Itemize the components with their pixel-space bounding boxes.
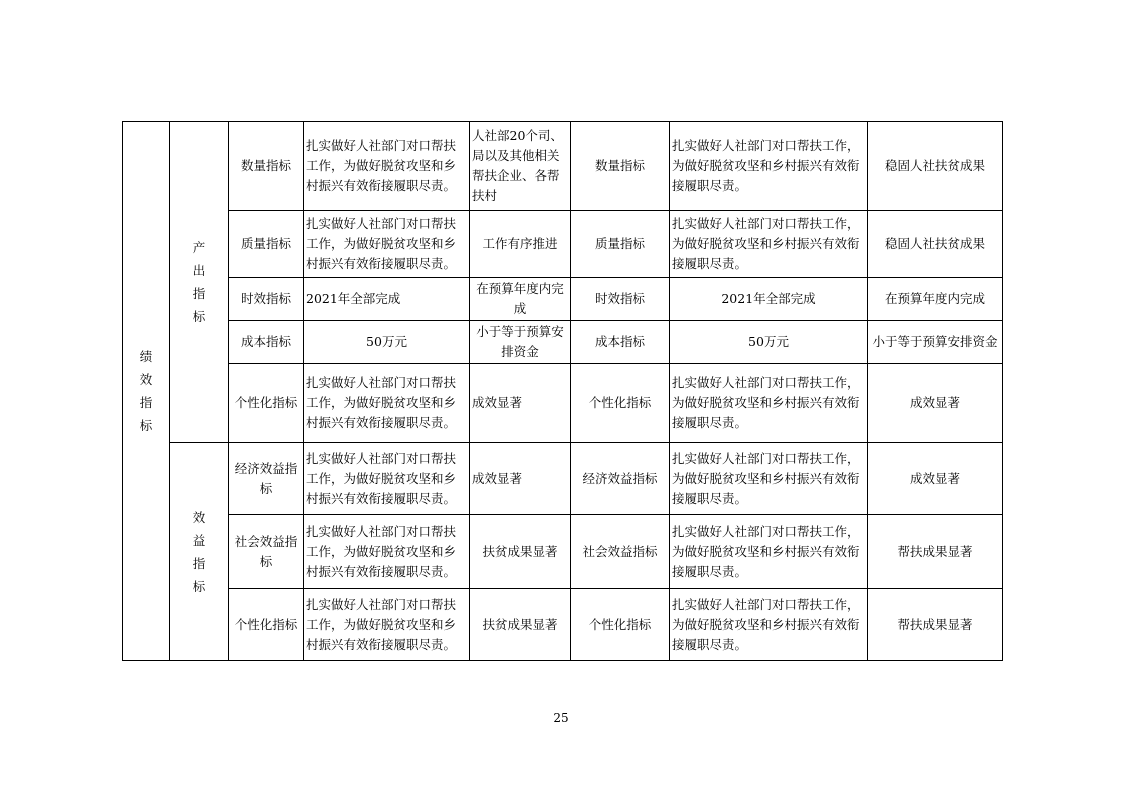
indicator-cell: 个性化指标 (229, 364, 304, 443)
value2-cell: 稳固人社扶贫成果 (868, 122, 1003, 211)
content-cell: 50万元 (304, 321, 470, 364)
content2-cell: 扎实做好人社部门对口帮扶工作，为做好脱贫攻坚和乡村振兴有效衔接履职尽责。 (670, 122, 868, 211)
value2-cell: 帮扶成果显著 (868, 589, 1003, 661)
target-cell: 成效显著 (470, 443, 571, 515)
page-number: 25 (553, 711, 569, 725)
content2-cell: 50万元 (670, 321, 868, 364)
target-cell: 工作有序推进 (470, 211, 571, 278)
indicator2-cell: 个性化指标 (571, 589, 670, 661)
target-cell: 成效显著 (470, 364, 571, 443)
value2-cell: 小于等于预算安排资金 (868, 321, 1003, 364)
table-row (123, 321, 1003, 364)
content2-cell: 扎实做好人社部门对口帮扶工作，为做好脱贫攻坚和乡村振兴有效衔接履职尽责。 (670, 211, 868, 278)
content-cell: 扎实做好人社部门对口帮扶工作，为做好脱贫攻坚和乡村振兴有效衔接履职尽责。 (304, 589, 470, 661)
table-row (123, 443, 1003, 515)
indicator-cell: 数量指标 (229, 122, 304, 211)
content-cell: 扎实做好人社部门对口帮扶工作，为做好脱贫攻坚和乡村振兴有效衔接履职尽责。 (304, 515, 470, 589)
content-cell: 扎实做好人社部门对口帮扶工作，为做好脱贫攻坚和乡村振兴有效衔接履职尽责。 (304, 443, 470, 515)
content-cell: 扎实做好人社部门对口帮扶工作，为做好脱贫攻坚和乡村振兴有效衔接履职尽责。 (304, 211, 470, 278)
target-cell: 扶贫成果显著 (470, 589, 571, 661)
indicator-cell: 个性化指标 (229, 589, 304, 661)
indicator2-cell: 社会效益指标 (571, 515, 670, 589)
indicator-cell: 质量指标 (229, 211, 304, 278)
group-benefit-cell: 效益指标 (170, 443, 229, 661)
indicator2-cell: 时效指标 (571, 278, 670, 321)
content2-cell: 扎实做好人社部门对口帮扶工作，为做好脱贫攻坚和乡村振兴有效衔接履职尽责。 (670, 515, 868, 589)
content-cell: 扎实做好人社部门对口帮扶工作，为做好脱贫攻坚和乡村振兴有效衔接履职尽责。 (304, 122, 470, 211)
content2-cell: 扎实做好人社部门对口帮扶工作，为做好脱贫攻坚和乡村振兴有效衔接履职尽责。 (670, 589, 868, 661)
indicator-cell: 成本指标 (229, 321, 304, 364)
content-cell: 扎实做好人社部门对口帮扶工作，为做好脱贫攻坚和乡村振兴有效衔接履职尽责。 (304, 364, 470, 443)
table-row (123, 589, 1003, 661)
target-cell: 人社部20个司、局以及其他相关帮扶企业、各帮扶村 (470, 122, 571, 211)
table-row (123, 364, 1003, 443)
indicator-cell: 经济效益指标 (229, 443, 304, 515)
indicator2-cell: 质量指标 (571, 211, 670, 278)
indicator2-cell: 经济效益指标 (571, 443, 670, 515)
value2-cell: 稳固人社扶贫成果 (868, 211, 1003, 278)
content2-cell: 扎实做好人社部门对口帮扶工作，为做好脱贫攻坚和乡村振兴有效衔接履职尽责。 (670, 443, 868, 515)
indicator-cell: 时效指标 (229, 278, 304, 321)
table-row (123, 515, 1003, 589)
indicator2-cell: 数量指标 (571, 122, 670, 211)
content2-cell: 2021年全部完成 (670, 278, 868, 321)
content2-cell: 扎实做好人社部门对口帮扶工作，为做好脱贫攻坚和乡村振兴有效衔接履职尽责。 (670, 364, 868, 443)
value2-cell: 成效显著 (868, 364, 1003, 443)
indicator2-cell: 成本指标 (571, 321, 670, 364)
value2-cell: 帮扶成果显著 (868, 515, 1003, 589)
level1-cell: 绩效指标 (123, 122, 170, 661)
performance-indicator-table (122, 121, 1003, 661)
value2-cell: 在预算年度内完成 (868, 278, 1003, 321)
indicator-cell: 社会效益指标 (229, 515, 304, 589)
content-cell: 2021年全部完成 (304, 278, 470, 321)
table-row (123, 211, 1003, 278)
target-cell: 扶贫成果显著 (470, 515, 571, 589)
table-row (123, 122, 1003, 211)
target-cell: 小于等于预算安排资金 (470, 321, 571, 364)
target-cell: 在预算年度内完成 (470, 278, 571, 321)
indicator2-cell: 个性化指标 (571, 364, 670, 443)
value2-cell: 成效显著 (868, 443, 1003, 515)
table-row (123, 278, 1003, 321)
group-output-cell: 产出指标 (170, 122, 229, 443)
